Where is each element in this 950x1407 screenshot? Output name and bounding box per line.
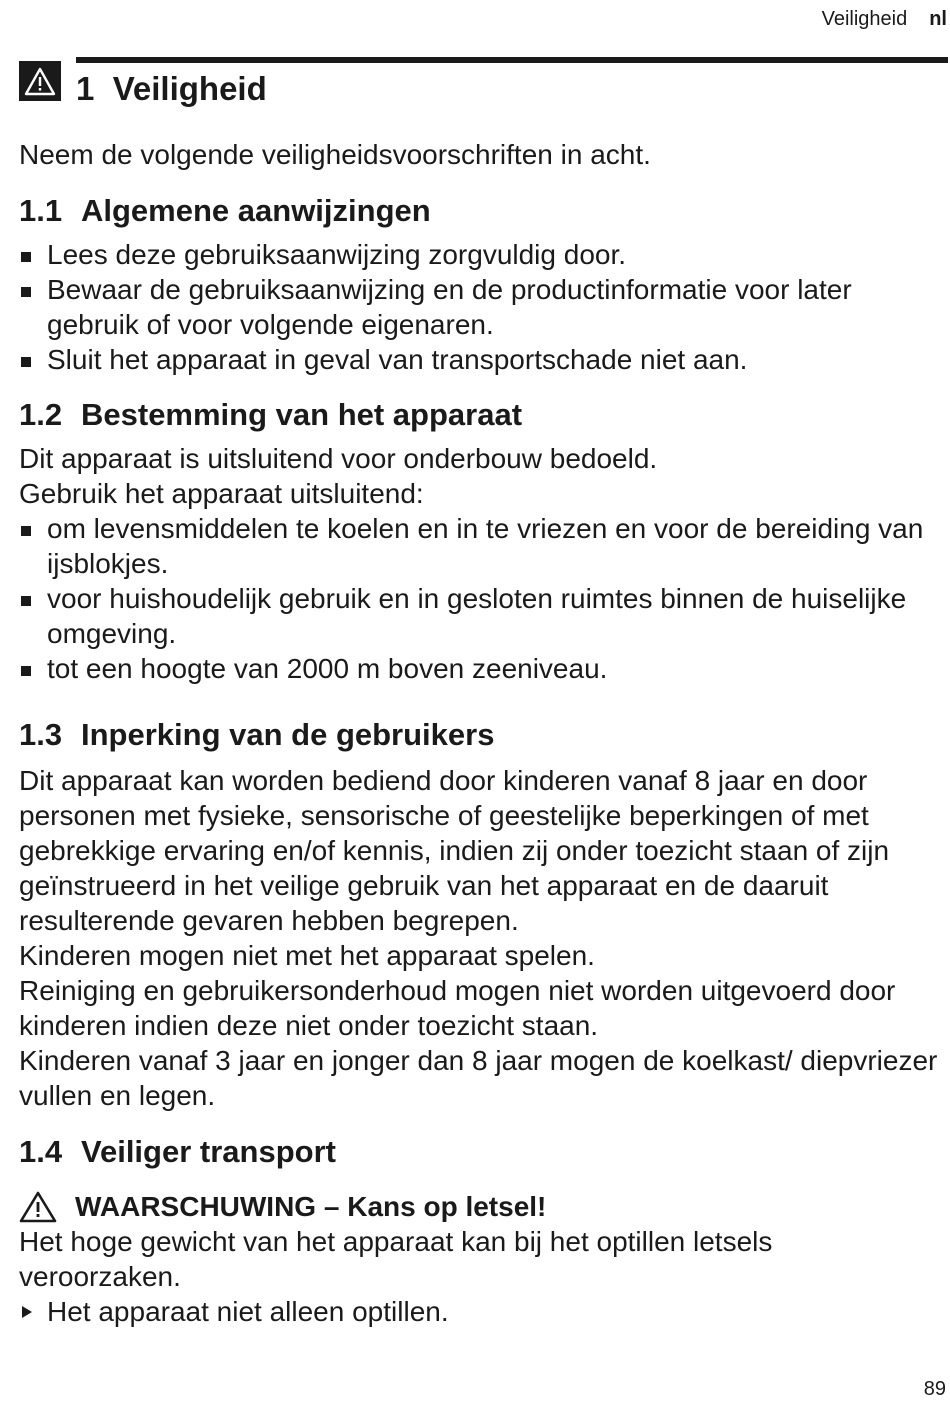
intro-text: Neem de volgende veiligheidsvoorschriften in acht. xyxy=(19,139,651,170)
list-item: voor huishoudelijk gebruik en in gesloten ruimtes binnen de huiselijke omgeving. xyxy=(19,581,941,651)
section-number: 1.2 xyxy=(19,397,63,432)
list-item: Bewaar de gebruiksaanwijzing en de productinformatie voor later gebruik of voor volgende eigenaren. xyxy=(19,272,941,342)
page-title-number: 1 xyxy=(76,70,95,107)
section-heading-1-2 xyxy=(19,396,941,434)
language-code: nl xyxy=(929,8,947,30)
section-title: Inperking van de gebruikers xyxy=(81,717,495,752)
section-heading-1-3 xyxy=(19,716,941,754)
running-header-section: Veiligheid xyxy=(821,8,908,30)
main-content xyxy=(19,137,941,1329)
top-rule xyxy=(76,57,948,63)
warning-triangle-icon xyxy=(19,1191,57,1223)
page-title-text: Veiligheid xyxy=(112,70,267,107)
paragraph: Gebruik het apparaat uitsluitend: xyxy=(19,478,424,509)
section-number: 1.1 xyxy=(19,193,63,228)
list-item: tot een hoogte van 2000 m boven zeeniveau. xyxy=(19,651,941,686)
list-item: Lees deze gebruiksaanwijzing zorgvuldig door. xyxy=(19,237,941,272)
warning-text: WAARSCHUWING – Kans op letsel! xyxy=(75,1191,547,1222)
section-number: 1.4 xyxy=(19,1134,63,1169)
paragraph: Kinderen vanaf 3 jaar en jonger dan 8 jaar mogen de koelkast/ diepvriezer vullen en legen. xyxy=(19,1045,938,1111)
page-number: 89 xyxy=(923,1378,946,1400)
paragraph: Kinderen mogen niet met het apparaat spelen. xyxy=(19,940,595,971)
paragraph: Dit apparaat is uitsluitend voor onderbouw bedoeld. xyxy=(19,443,658,474)
section-number: 1.3 xyxy=(19,717,63,752)
paragraph: Dit apparaat kan worden bediend door kinderen vanaf 8 jaar en door personen met fysieke, sensorische of geestelijke beperkingen of met gebrekkige ervaring en/of kennis, indien zij onder toezicht staan of zijn geïnstrueerd in het veilige gebruik van het apparaat en de daaruit resulterende gevaren hebben begrepen. xyxy=(19,765,890,936)
section-heading-1-4 xyxy=(19,1133,941,1171)
section-title: Bestemming van het apparaat xyxy=(81,397,523,432)
page-title xyxy=(76,70,267,108)
warning-heading xyxy=(19,1189,941,1224)
instruction-step: Het apparaat niet alleen optillen. xyxy=(19,1294,941,1329)
running-header xyxy=(822,8,947,31)
bullet-list-purpose xyxy=(19,511,941,686)
paragraph: Reiniging en gebruikersonderhoud mogen niet worden uitgevoerd door kinderen indien deze niet onder toezicht staan. xyxy=(19,975,896,1041)
warning-box-icon xyxy=(19,61,61,101)
bullet-list-general xyxy=(19,237,941,377)
paragraph: Het hoge gewicht van het apparaat kan bij het optillen letsels veroorzaken. xyxy=(19,1226,773,1292)
section-title: Algemene aanwijzingen xyxy=(81,193,431,228)
list-item: Sluit het apparaat in geval van transportschade niet aan. xyxy=(19,342,941,377)
section-title: Veiliger transport xyxy=(81,1134,336,1169)
section-heading-1-1 xyxy=(19,192,941,230)
list-item: om levensmiddelen te koelen en in te vriezen en voor de bereiding van ijsblokjes. xyxy=(19,511,941,581)
warning-triangle-icon xyxy=(24,67,56,96)
